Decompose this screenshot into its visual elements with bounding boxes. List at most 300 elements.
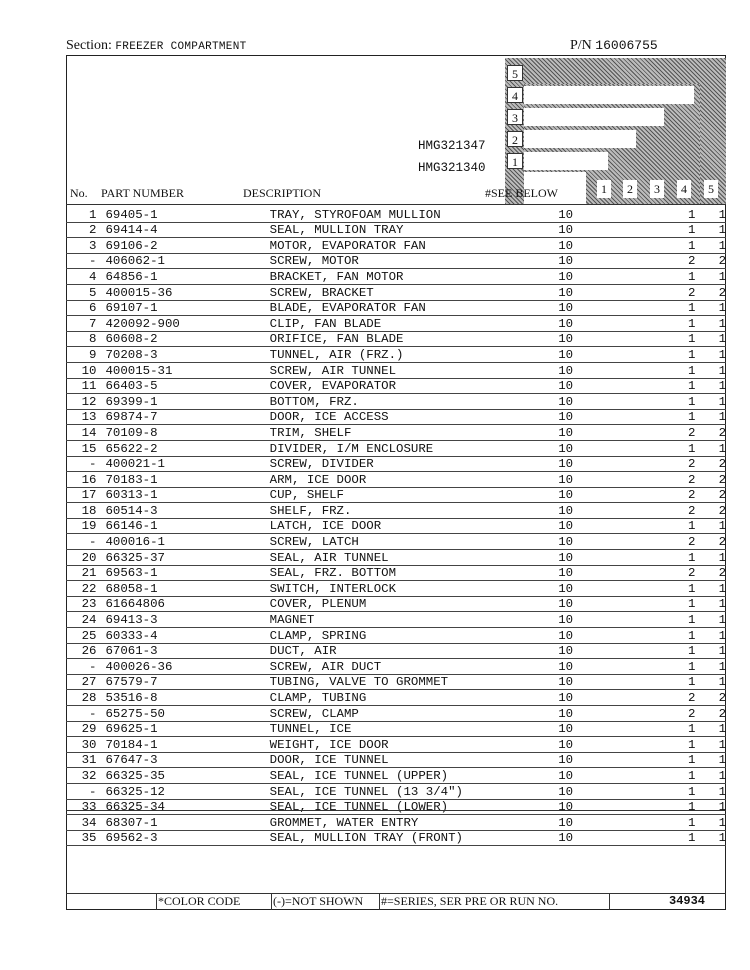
- row-qty-col2: 1: [718, 784, 726, 799]
- row-item-number: 30: [81, 737, 97, 752]
- row-qty-col1: 1: [688, 659, 696, 674]
- row-item-number: 5: [89, 285, 97, 300]
- row-qty-col2: 1: [718, 737, 726, 752]
- row-qty-col2: 2: [718, 691, 726, 705]
- row-qty-col1: 1: [688, 207, 696, 222]
- model-number-2: HMG321340: [418, 161, 486, 175]
- table-row: [66, 207, 726, 222]
- row-series: 10: [558, 691, 574, 705]
- table-row: [66, 316, 726, 332]
- row-description: SCREW, MOTOR: [269, 254, 359, 269]
- row-qty-col1: 2: [688, 472, 696, 487]
- row-qty-col2: 1: [718, 347, 726, 362]
- table-row: [66, 783, 726, 799]
- row-description: SCREW, LATCH: [269, 535, 359, 550]
- row-description: CLIP, FAN BLADE: [269, 316, 382, 331]
- row-part-number: 400021-1: [105, 457, 165, 472]
- table-row: [66, 347, 726, 363]
- table-bottom-divider: [66, 810, 726, 811]
- row-description: DUCT, AIR: [269, 644, 337, 659]
- row-part-number: 69106-2: [105, 238, 158, 253]
- table-row: [66, 362, 726, 378]
- row-part-number: 60313-1: [105, 488, 158, 503]
- table-row: [66, 581, 726, 597]
- row-part-number: 67579-7: [105, 675, 158, 690]
- row-qty-col2: 1: [718, 675, 726, 690]
- row-item-number: 15: [81, 441, 97, 456]
- row-series: 10: [558, 441, 574, 456]
- row-qty-col2: 1: [718, 800, 726, 815]
- row-qty-col1: 1: [688, 675, 696, 690]
- row-qty-col2: 1: [718, 301, 726, 316]
- row-description: SCREW, CLAMP: [269, 706, 359, 721]
- row-description: COVER, EVAPORATOR: [269, 379, 397, 394]
- table-row: [66, 768, 726, 784]
- row-part-number: 69399-1: [105, 394, 158, 409]
- row-qty-col1: 1: [688, 815, 696, 830]
- footer-bar: [66, 893, 726, 910]
- row-part-number: 69562-3: [105, 831, 158, 846]
- row-series: 10: [558, 223, 574, 238]
- row-description: TRAY, STYROFOAM MULLION: [269, 207, 441, 222]
- row-qty-col1: 1: [688, 644, 696, 659]
- row-qty-col2: 2: [718, 566, 726, 581]
- table-row: [66, 300, 726, 316]
- row-series: 10: [558, 503, 574, 518]
- row-item-number: 12: [81, 394, 97, 409]
- row-item-number: 25: [81, 628, 97, 643]
- row-item-number: -: [89, 784, 97, 799]
- row-series: 10: [558, 800, 574, 815]
- row-qty-col2: 1: [718, 815, 726, 830]
- row-item-number: 21: [81, 566, 97, 581]
- row-item-number: 24: [81, 613, 97, 628]
- row-qty-col1: 1: [688, 441, 696, 456]
- row-item-number: 27: [81, 675, 97, 690]
- row-description: SEAL, MULLION TRAY (FRONT): [269, 831, 463, 846]
- table-row: [66, 659, 726, 675]
- row-part-number: 68307-1: [105, 815, 158, 830]
- row-qty-col1: 1: [688, 394, 696, 409]
- row-item-number: 31: [81, 753, 97, 768]
- row-part-number: 65275-50: [105, 706, 165, 721]
- row-qty-col2: 1: [718, 831, 726, 846]
- table-row: [66, 643, 726, 659]
- row-part-number: 420092-900: [105, 316, 180, 331]
- row-description: TRIM, SHELF: [269, 425, 352, 440]
- row-description: SEAL, AIR TUNNEL: [269, 550, 389, 565]
- row-item-number: -: [89, 254, 97, 269]
- row-qty-col1: 2: [688, 457, 696, 472]
- table-row: [66, 284, 726, 300]
- row-item-number: 14: [81, 425, 97, 440]
- row-qty-col1: 1: [688, 379, 696, 394]
- row-description: SCREW, AIR TUNNEL: [269, 363, 397, 378]
- row-qty-col2: 1: [718, 753, 726, 768]
- row-item-number: 26: [81, 644, 97, 659]
- row-qty-col1: 1: [688, 301, 696, 316]
- row-part-number: 70109-8: [105, 425, 158, 440]
- tier-label-3: 3: [507, 109, 523, 125]
- row-part-number: 65622-2: [105, 441, 158, 456]
- row-series: 10: [558, 425, 574, 440]
- tier-label-5: 5: [507, 65, 523, 81]
- row-series: 10: [558, 566, 574, 581]
- row-description: SHELF, FRZ.: [269, 503, 352, 518]
- table-row: [66, 472, 726, 488]
- part-number-header: [570, 38, 658, 54]
- row-description: GROMMET, WATER ENTRY: [269, 815, 419, 830]
- row-description: ARM, ICE DOOR: [269, 472, 367, 487]
- row-qty-col1: 1: [688, 550, 696, 565]
- row-part-number: 66325-12: [105, 784, 165, 799]
- row-series: 10: [558, 347, 574, 362]
- row-description: TUNNEL, ICE: [269, 722, 352, 737]
- row-qty-col1: 1: [688, 519, 696, 534]
- parts-table: [66, 207, 726, 846]
- row-qty-col1: 1: [688, 223, 696, 238]
- row-item-number: 18: [81, 503, 97, 518]
- tier-label-2: 2: [507, 131, 523, 147]
- row-series: 10: [558, 316, 574, 331]
- row-series: 10: [558, 581, 574, 596]
- table-row: [66, 456, 726, 472]
- parts-table-body: [66, 207, 726, 846]
- table-row: [66, 830, 726, 846]
- column-number-2: 2: [623, 180, 637, 198]
- row-series: 10: [558, 659, 574, 674]
- row-qty-col1: 1: [688, 363, 696, 378]
- row-part-number: 69563-1: [105, 566, 158, 581]
- row-series: 10: [558, 737, 574, 752]
- table-row: [66, 721, 726, 737]
- row-item-number: 35: [81, 831, 97, 846]
- row-item-number: 13: [81, 410, 97, 425]
- row-item-number: 32: [81, 768, 97, 783]
- row-qty-col2: 2: [718, 457, 726, 472]
- row-description: SCREW, DIVIDER: [269, 457, 374, 472]
- row-part-number: 70208-3: [105, 347, 158, 362]
- row-qty-col1: 2: [688, 706, 696, 721]
- table-row: [66, 534, 726, 550]
- row-qty-col2: 2: [718, 285, 726, 300]
- table-row: [66, 378, 726, 394]
- footer-not-shown: (-)=NOT SHOWN: [273, 894, 364, 908]
- row-part-number: 64856-1: [105, 269, 158, 284]
- row-series: 10: [558, 457, 574, 472]
- row-description: COVER, PLENUM: [269, 597, 367, 612]
- row-qty-col2: 1: [718, 363, 726, 378]
- pn-value: 16006755: [595, 38, 658, 53]
- row-qty-col1: 1: [688, 332, 696, 347]
- row-item-number: -: [89, 659, 97, 674]
- row-description: SWITCH, INTERLOCK: [269, 581, 397, 596]
- row-part-number: 67061-3: [105, 644, 158, 659]
- row-qty-col2: 2: [718, 503, 726, 518]
- row-item-number: 11: [81, 379, 97, 394]
- column-number-4: 4: [677, 180, 691, 198]
- row-series: 10: [558, 379, 574, 394]
- row-description: DOOR, ICE TUNNEL: [269, 753, 389, 768]
- table-row: [66, 628, 726, 644]
- row-item-number: 4: [89, 269, 97, 284]
- row-qty-col2: 1: [718, 519, 726, 534]
- row-item-number: 16: [81, 472, 97, 487]
- row-qty-col1: 1: [688, 628, 696, 643]
- row-item-number: 23: [81, 597, 97, 612]
- row-series: 10: [558, 628, 574, 643]
- row-qty-col1: 2: [688, 488, 696, 503]
- col-header-see-below: #SEE BELOW: [485, 186, 558, 200]
- row-part-number: 69413-3: [105, 613, 158, 628]
- row-part-number: 61664806: [105, 597, 165, 612]
- row-qty-col2: 2: [718, 535, 726, 550]
- pn-label: P/N: [570, 38, 592, 53]
- row-qty-col1: 1: [688, 269, 696, 284]
- row-series: 10: [558, 768, 574, 783]
- row-item-number: 9: [89, 347, 97, 362]
- row-description: SCREW, BRACKET: [269, 285, 374, 300]
- row-part-number: 66403-5: [105, 379, 158, 394]
- row-series: 10: [558, 597, 574, 612]
- row-part-number: 68058-1: [105, 581, 158, 596]
- section-header: [66, 38, 247, 54]
- row-qty-col1: 1: [688, 831, 696, 846]
- row-part-number: 66146-1: [105, 519, 158, 534]
- row-qty-col1: 2: [688, 425, 696, 440]
- table-row: [66, 518, 726, 534]
- table-row: [66, 253, 726, 269]
- row-item-number: -: [89, 457, 97, 472]
- row-description: SEAL, ICE TUNNEL (UPPER): [269, 768, 449, 783]
- footer-doc-number: 34934: [669, 894, 706, 908]
- section-value: FREEZER COMPARTMENT: [115, 41, 247, 53]
- row-item-number: 34: [81, 815, 97, 830]
- col-header-no: No.: [70, 186, 88, 200]
- row-qty-col2: 1: [718, 332, 726, 347]
- table-row: [66, 706, 726, 722]
- table-row: [66, 596, 726, 612]
- row-qty-col1: 1: [688, 784, 696, 799]
- col-header-part-number: PART NUMBER: [101, 186, 184, 200]
- row-description: DIVIDER, I/M ENCLOSURE: [269, 441, 434, 456]
- row-part-number: 69414-4: [105, 223, 158, 238]
- table-row: [66, 815, 726, 831]
- row-part-number: 69874-7: [105, 410, 158, 425]
- row-series: 10: [558, 207, 574, 222]
- row-item-number: 17: [81, 488, 97, 503]
- row-description: CUP, SHELF: [269, 488, 344, 503]
- row-qty-col1: 1: [688, 597, 696, 612]
- row-series: 10: [558, 488, 574, 503]
- row-series: 10: [558, 722, 574, 737]
- model-number-1: HMG321347: [418, 139, 486, 153]
- row-item-number: 28: [81, 691, 97, 705]
- footer-color-code: *COLOR CODE: [158, 894, 241, 908]
- row-series: 10: [558, 613, 574, 628]
- table-row: [66, 238, 726, 254]
- row-qty-col1: 1: [688, 316, 696, 331]
- row-qty-col2: 1: [718, 238, 726, 253]
- row-qty-col1: 1: [688, 722, 696, 737]
- row-item-number: 33: [81, 800, 97, 815]
- row-series: 10: [558, 332, 574, 347]
- row-description: ORIFICE, FAN BLADE: [269, 332, 404, 347]
- row-part-number: 69405-1: [105, 207, 158, 222]
- row-qty-col2: 1: [718, 659, 726, 674]
- row-part-number: 53516-8: [105, 691, 158, 705]
- row-item-number: 20: [81, 550, 97, 565]
- row-series: 10: [558, 363, 574, 378]
- row-qty-col2: 1: [718, 207, 726, 222]
- table-row: [66, 799, 726, 815]
- row-qty-col1: 1: [688, 753, 696, 768]
- row-part-number: 60333-4: [105, 628, 158, 643]
- row-description: CLAMP, TUBING: [269, 691, 367, 705]
- row-item-number: 22: [81, 581, 97, 596]
- row-item-number: 19: [81, 519, 97, 534]
- row-description: MAGNET: [269, 613, 315, 628]
- row-part-number: 66325-35: [105, 768, 165, 783]
- row-qty-col2: 1: [718, 644, 726, 659]
- row-series: 10: [558, 238, 574, 253]
- row-qty-col1: 2: [688, 285, 696, 300]
- row-item-number: -: [89, 535, 97, 550]
- table-row: [66, 440, 726, 456]
- row-qty-col1: 1: [688, 768, 696, 783]
- row-series: 10: [558, 706, 574, 721]
- row-series: 10: [558, 410, 574, 425]
- row-part-number: 70184-1: [105, 737, 158, 752]
- row-qty-col1: 1: [688, 737, 696, 752]
- row-qty-col2: 1: [718, 722, 726, 737]
- table-row: [66, 487, 726, 503]
- row-item-number: 3: [89, 238, 97, 253]
- row-qty-col2: 2: [718, 488, 726, 503]
- row-qty-col2: 1: [718, 550, 726, 565]
- row-part-number: 66325-34: [105, 800, 165, 815]
- row-description: SEAL, FRZ. BOTTOM: [269, 566, 397, 581]
- row-series: 10: [558, 285, 574, 300]
- row-part-number: 69107-1: [105, 301, 158, 316]
- row-qty-col2: 1: [718, 441, 726, 456]
- row-qty-col2: 1: [718, 394, 726, 409]
- row-description: WEIGHT, ICE DOOR: [269, 737, 389, 752]
- row-item-number: -: [89, 706, 97, 721]
- row-series: 10: [558, 472, 574, 487]
- table-row: [66, 565, 726, 581]
- row-description: BLADE, EVAPORATOR FAN: [269, 301, 426, 316]
- row-description: SEAL, ICE TUNNEL (LOWER): [269, 800, 449, 815]
- row-description: SEAL, ICE TUNNEL (13 3/4"): [269, 784, 463, 799]
- row-series: 10: [558, 784, 574, 799]
- row-item-number: 29: [81, 722, 97, 737]
- row-qty-col1: 1: [688, 800, 696, 815]
- row-qty-col2: 2: [718, 706, 726, 721]
- row-part-number: 67647-3: [105, 753, 158, 768]
- table-row: [66, 269, 726, 285]
- row-qty-col2: 1: [718, 581, 726, 596]
- row-item-number: 1: [89, 207, 97, 222]
- row-qty-col1: 1: [688, 238, 696, 253]
- table-row: [66, 331, 726, 347]
- row-part-number: 406062-1: [105, 254, 165, 269]
- row-qty-col2: 1: [718, 316, 726, 331]
- row-qty-col1: 2: [688, 691, 696, 705]
- row-part-number: 66325-37: [105, 550, 165, 565]
- row-description: LATCH, ICE DOOR: [269, 519, 382, 534]
- row-part-number: 400015-31: [105, 363, 173, 378]
- row-description: BOTTOM, FRZ.: [269, 394, 359, 409]
- row-item-number: 6: [89, 301, 97, 316]
- row-item-number: 7: [89, 316, 97, 331]
- row-part-number: 400016-1: [105, 535, 165, 550]
- row-part-number: 400026-36: [105, 659, 173, 674]
- row-series: 10: [558, 269, 574, 284]
- table-row: [66, 222, 726, 238]
- row-qty-col1: 2: [688, 503, 696, 518]
- table-row: [66, 752, 726, 768]
- row-description: SCREW, AIR DUCT: [269, 659, 382, 674]
- row-series: 10: [558, 254, 574, 269]
- table-row: [66, 674, 726, 690]
- row-series: 10: [558, 550, 574, 565]
- row-description: MOTOR, EVAPORATOR FAN: [269, 238, 426, 253]
- row-description: DOOR, ICE ACCESS: [269, 410, 389, 425]
- row-qty-col1: 1: [688, 581, 696, 596]
- row-description: TUBING, VALVE TO GROMMET: [269, 675, 449, 690]
- row-qty-col2: 1: [718, 223, 726, 238]
- row-qty-col2: 2: [718, 472, 726, 487]
- table-row: [66, 503, 726, 519]
- table-row: [66, 690, 726, 706]
- column-number-5: 5: [704, 180, 718, 198]
- row-qty-col2: 1: [718, 269, 726, 284]
- row-description: SEAL, MULLION TRAY: [269, 223, 404, 238]
- row-item-number: 10: [81, 363, 97, 378]
- row-qty-col1: 1: [688, 410, 696, 425]
- row-series: 10: [558, 644, 574, 659]
- table-row: [66, 425, 726, 441]
- row-qty-col2: 1: [718, 410, 726, 425]
- row-item-number: 2: [89, 223, 97, 238]
- row-qty-col2: 1: [718, 628, 726, 643]
- row-series: 10: [558, 535, 574, 550]
- row-qty-col2: 2: [718, 254, 726, 269]
- table-row: [66, 737, 726, 753]
- header-divider: [66, 204, 726, 205]
- row-series: 10: [558, 675, 574, 690]
- row-series: 10: [558, 519, 574, 534]
- table-row: [66, 550, 726, 566]
- row-series: 10: [558, 815, 574, 830]
- row-qty-col1: 1: [688, 347, 696, 362]
- row-qty-col1: 1: [688, 613, 696, 628]
- row-description: TUNNEL, AIR (FRZ.): [269, 347, 404, 362]
- row-series: 10: [558, 394, 574, 409]
- row-series: 10: [558, 831, 574, 846]
- row-part-number: 60608-2: [105, 332, 158, 347]
- row-item-number: 8: [89, 332, 97, 347]
- row-part-number: 69625-1: [105, 722, 158, 737]
- row-part-number: 400015-36: [105, 285, 173, 300]
- row-qty-col2: 1: [718, 379, 726, 394]
- row-series: 10: [558, 753, 574, 768]
- row-qty-col2: 1: [718, 768, 726, 783]
- column-number-1: 1: [597, 180, 611, 198]
- section-label: Section:: [66, 38, 112, 53]
- table-row: [66, 409, 726, 425]
